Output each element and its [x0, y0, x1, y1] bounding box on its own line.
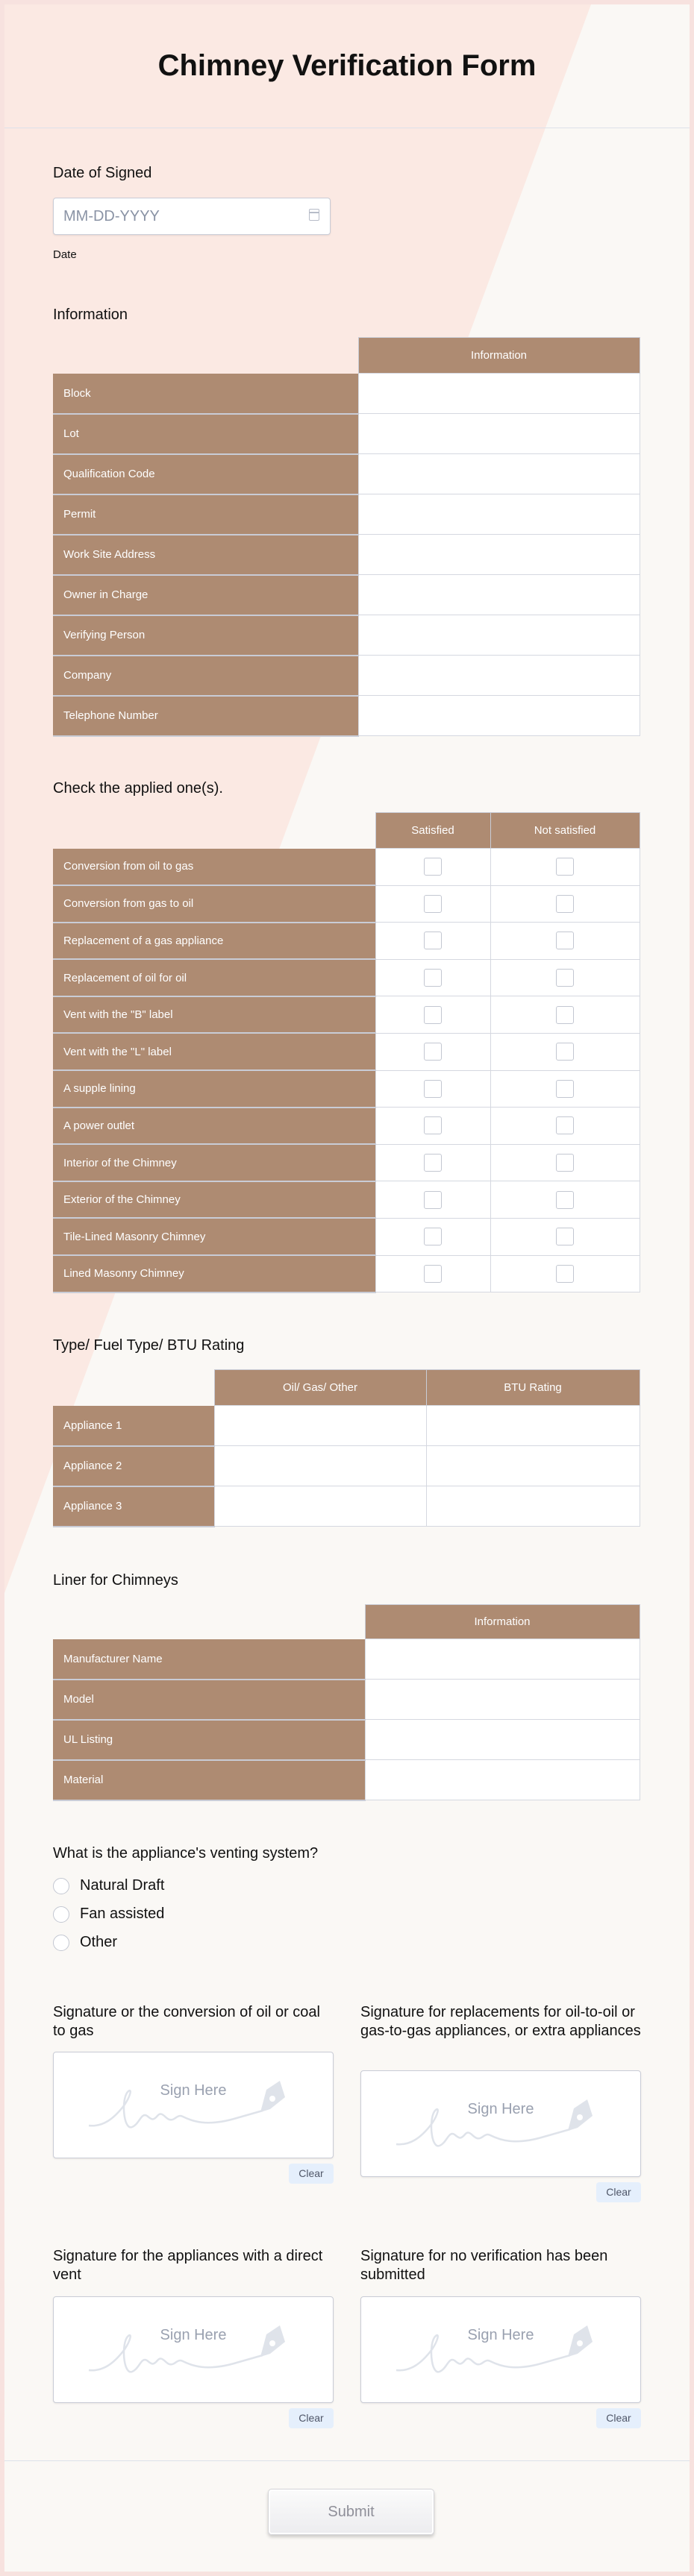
row-label: Telephone Number: [53, 696, 358, 736]
signature-placeholder: Sign Here: [160, 2082, 227, 2099]
clear-button[interactable]: Clear: [289, 2408, 334, 2428]
signature-placeholder: Sign Here: [467, 2327, 534, 2343]
information-table: [53, 337, 640, 737]
checkbox-cell: [375, 959, 490, 996]
input-cell[interactable]: [426, 1406, 640, 1446]
input-cell[interactable]: [214, 1486, 426, 1527]
signature-label: Signature for replacements for oil-to-oil or gas-to-gas appliances, or extra appliances: [360, 2004, 641, 2039]
checkbox[interactable]: [556, 1228, 574, 1245]
row-label: Permit: [53, 494, 358, 535]
liner-table: [53, 1604, 640, 1801]
header-spacer: [53, 813, 375, 849]
checks-table: [53, 812, 640, 1293]
checkbox[interactable]: [556, 1006, 574, 1024]
checkbox-cell: [490, 1033, 640, 1070]
row-label: Material: [53, 1760, 365, 1800]
table-row: [53, 535, 640, 575]
checkbox-cell: [490, 1070, 640, 1108]
row-label: Appliance 1: [53, 1406, 214, 1446]
table-row: [53, 494, 640, 535]
checkbox[interactable]: [556, 1080, 574, 1098]
input-cell[interactable]: [358, 454, 640, 494]
checkbox-cell: [375, 1181, 490, 1219]
input-cell[interactable]: [365, 1760, 640, 1800]
table-row: [53, 1760, 640, 1800]
input-cell[interactable]: [358, 374, 640, 414]
checkbox-cell: [375, 1218, 490, 1255]
row-label: Manufacturer Name: [53, 1639, 365, 1680]
checkbox[interactable]: [556, 858, 574, 876]
input-cell[interactable]: [358, 535, 640, 575]
header-row: [53, 813, 640, 849]
input-cell[interactable]: [214, 1446, 426, 1486]
date-sublabel: Date: [53, 248, 77, 261]
signature-label: Signature or the conversion of oil or coal to gas: [53, 2004, 320, 2039]
row-label: A power outlet: [53, 1108, 375, 1145]
row-label: Appliance 3: [53, 1486, 214, 1527]
checkbox[interactable]: [556, 1043, 574, 1061]
table-row: [53, 454, 640, 494]
checkbox[interactable]: [556, 1154, 574, 1172]
input-cell[interactable]: [358, 414, 640, 454]
table-row: [53, 1218, 640, 1255]
row-label: Lined Masonry Chimney: [53, 1255, 375, 1292]
checkbox-cell: [375, 1144, 490, 1181]
checkbox-cell: [490, 959, 640, 996]
table-row: [53, 849, 640, 886]
checkbox-cell: [375, 1070, 490, 1108]
row-label: Verifying Person: [53, 615, 358, 656]
row-label: Conversion from gas to oil: [53, 885, 375, 923]
header-spacer: [53, 338, 358, 374]
checkbox-cell: [375, 1108, 490, 1145]
table-row: [53, 885, 640, 923]
signature-pad[interactable]: [360, 2070, 641, 2177]
row-label: Lot: [53, 414, 358, 454]
checkbox-cell: [490, 849, 640, 886]
radio-other[interactable]: [53, 1935, 69, 1951]
table-row: [53, 414, 640, 454]
clear-button[interactable]: Clear: [596, 2408, 641, 2428]
row-label: Vent with the "B" label: [53, 996, 375, 1034]
row-label: Owner in Charge: [53, 575, 358, 615]
checkbox[interactable]: [556, 1116, 574, 1134]
row-label: Qualification Code: [53, 454, 358, 494]
checkbox[interactable]: [556, 1265, 574, 1283]
header-row: [53, 1605, 640, 1639]
checkbox[interactable]: [424, 1080, 442, 1098]
radio-label[interactable]: Other: [80, 1934, 118, 1950]
input-cell[interactable]: [358, 494, 640, 535]
input-cell[interactable]: [365, 1639, 640, 1680]
signature-placeholder: Sign Here: [467, 2101, 534, 2117]
table-row: [53, 1181, 640, 1219]
signature-label: Signature for no verification has been submitted: [360, 2248, 608, 2283]
date-placeholder: MM-DD-YYYY: [63, 208, 160, 224]
input-cell[interactable]: [358, 615, 640, 656]
checkbox-cell: [490, 1255, 640, 1292]
input-cell[interactable]: [358, 575, 640, 615]
radio-fan-assisted[interactable]: [53, 1906, 69, 1923]
table-row: [53, 1144, 640, 1181]
row-label: Replacement of a gas appliance: [53, 923, 375, 960]
signature-label: Signature for the appliances with a direct vent: [53, 2248, 323, 2283]
checkbox[interactable]: [556, 895, 574, 913]
header-row: [53, 1370, 640, 1406]
input-cell[interactable]: [426, 1446, 640, 1486]
table-row: [53, 996, 640, 1034]
input-cell[interactable]: [426, 1486, 640, 1527]
table-row: [53, 575, 640, 615]
table-row: [53, 1639, 640, 1680]
row-label: UL Listing: [53, 1720, 365, 1760]
information-heading: Information: [53, 307, 128, 323]
table-row: [53, 1255, 640, 1292]
row-label: Conversion from oil to gas: [53, 849, 375, 886]
checkbox-cell: [490, 885, 640, 923]
header-spacer: [53, 1605, 365, 1639]
form-title: Chimney Verification Form: [157, 49, 537, 82]
row-label: Tile-Lined Masonry Chimney: [53, 1218, 375, 1255]
checkbox[interactable]: [424, 858, 442, 876]
table-row: [53, 1446, 640, 1486]
checkbox[interactable]: [424, 1116, 442, 1134]
fuel-table: [53, 1369, 640, 1527]
input-cell[interactable]: [358, 656, 640, 696]
checkbox[interactable]: [424, 1265, 442, 1283]
radio-label[interactable]: Fan assisted: [80, 1906, 165, 1922]
row-label: Work Site Address: [53, 535, 358, 575]
row-label: Appliance 2: [53, 1446, 214, 1486]
checkbox-cell: [375, 849, 490, 886]
date-input[interactable]: [53, 198, 331, 235]
signature-pad[interactable]: [53, 2052, 334, 2158]
checkbox-cell: [375, 996, 490, 1034]
clear-button[interactable]: Clear: [596, 2182, 641, 2202]
checkbox-cell: [490, 923, 640, 960]
header-row: [53, 338, 640, 374]
table-row: [53, 1033, 640, 1070]
table-row: [53, 923, 640, 960]
row-label: Company: [53, 656, 358, 696]
row-label: Interior of the Chimney: [53, 1144, 375, 1181]
column-header: Not satisfied: [490, 813, 640, 849]
column-header: BTU Rating: [426, 1370, 640, 1406]
row-label: Replacement of oil for oil: [53, 959, 375, 996]
row-label: Model: [53, 1680, 365, 1720]
liner-heading: Liner for Chimneys: [53, 1572, 178, 1589]
table-row: [53, 656, 640, 696]
fuel-heading: Type/ Fuel Type/ BTU Rating: [53, 1337, 245, 1354]
radio-natural-draft[interactable]: [53, 1878, 69, 1894]
checkbox[interactable]: [424, 1191, 442, 1209]
table-row: [53, 1070, 640, 1108]
input-cell[interactable]: [365, 1720, 640, 1760]
column-header: Satisfied: [375, 813, 490, 849]
checkbox[interactable]: [424, 969, 442, 987]
signature-pad[interactable]: [360, 2296, 641, 2403]
row-label: Block: [53, 374, 358, 414]
checkbox-cell: [375, 885, 490, 923]
submit-button[interactable]: Submit: [268, 2489, 434, 2535]
row-label: Vent with the "L" label: [53, 1033, 375, 1070]
table-row: [53, 696, 640, 736]
table-row: [53, 1406, 640, 1446]
table-row: [53, 374, 640, 414]
checkbox-cell: [375, 1255, 490, 1292]
checkbox[interactable]: [424, 1228, 442, 1245]
row-label: A supple lining: [53, 1070, 375, 1108]
signature-placeholder: Sign Here: [160, 2327, 227, 2343]
table-row: [53, 1108, 640, 1145]
column-header: Oil/ Gas/ Other: [214, 1370, 426, 1406]
header-spacer: [53, 1370, 214, 1406]
checkbox[interactable]: [424, 1154, 442, 1172]
checks-heading: Check the applied one(s).: [53, 780, 223, 797]
table-row: [53, 1720, 640, 1760]
row-label: Exterior of the Chimney: [53, 1181, 375, 1219]
signature-pad[interactable]: [53, 2296, 334, 2403]
venting-question: What is the appliance's venting system?: [53, 1845, 319, 1862]
checkbox-cell: [490, 996, 640, 1034]
form-page: [4, 4, 690, 2572]
checkbox[interactable]: [424, 895, 442, 913]
table-row: [53, 615, 640, 656]
checkbox-cell: [490, 1218, 640, 1255]
input-cell[interactable]: [358, 696, 640, 736]
checkbox-cell: [375, 1033, 490, 1070]
table-row: [53, 1486, 640, 1527]
checkbox-cell: [375, 923, 490, 960]
clear-button[interactable]: Clear: [289, 2164, 334, 2184]
table-row: [53, 1680, 640, 1720]
table-row: [53, 959, 640, 996]
checkbox[interactable]: [556, 969, 574, 987]
input-cell[interactable]: [214, 1406, 426, 1446]
column-header: Information: [358, 338, 640, 374]
radio-label[interactable]: Natural Draft: [80, 1877, 165, 1894]
column-header: Information: [365, 1605, 640, 1639]
checkbox-cell: [490, 1181, 640, 1219]
checkbox[interactable]: [556, 932, 574, 949]
footer-divider: [4, 2460, 690, 2461]
checkbox[interactable]: [424, 1043, 442, 1061]
checkbox-cell: [490, 1144, 640, 1181]
date-label: Date of Signed: [53, 165, 152, 181]
checkbox-cell: [490, 1108, 640, 1145]
checkbox[interactable]: [424, 1006, 442, 1024]
checkbox[interactable]: [556, 1191, 574, 1209]
calendar-icon[interactable]: [309, 209, 319, 221]
checkbox[interactable]: [424, 932, 442, 949]
input-cell[interactable]: [365, 1680, 640, 1720]
